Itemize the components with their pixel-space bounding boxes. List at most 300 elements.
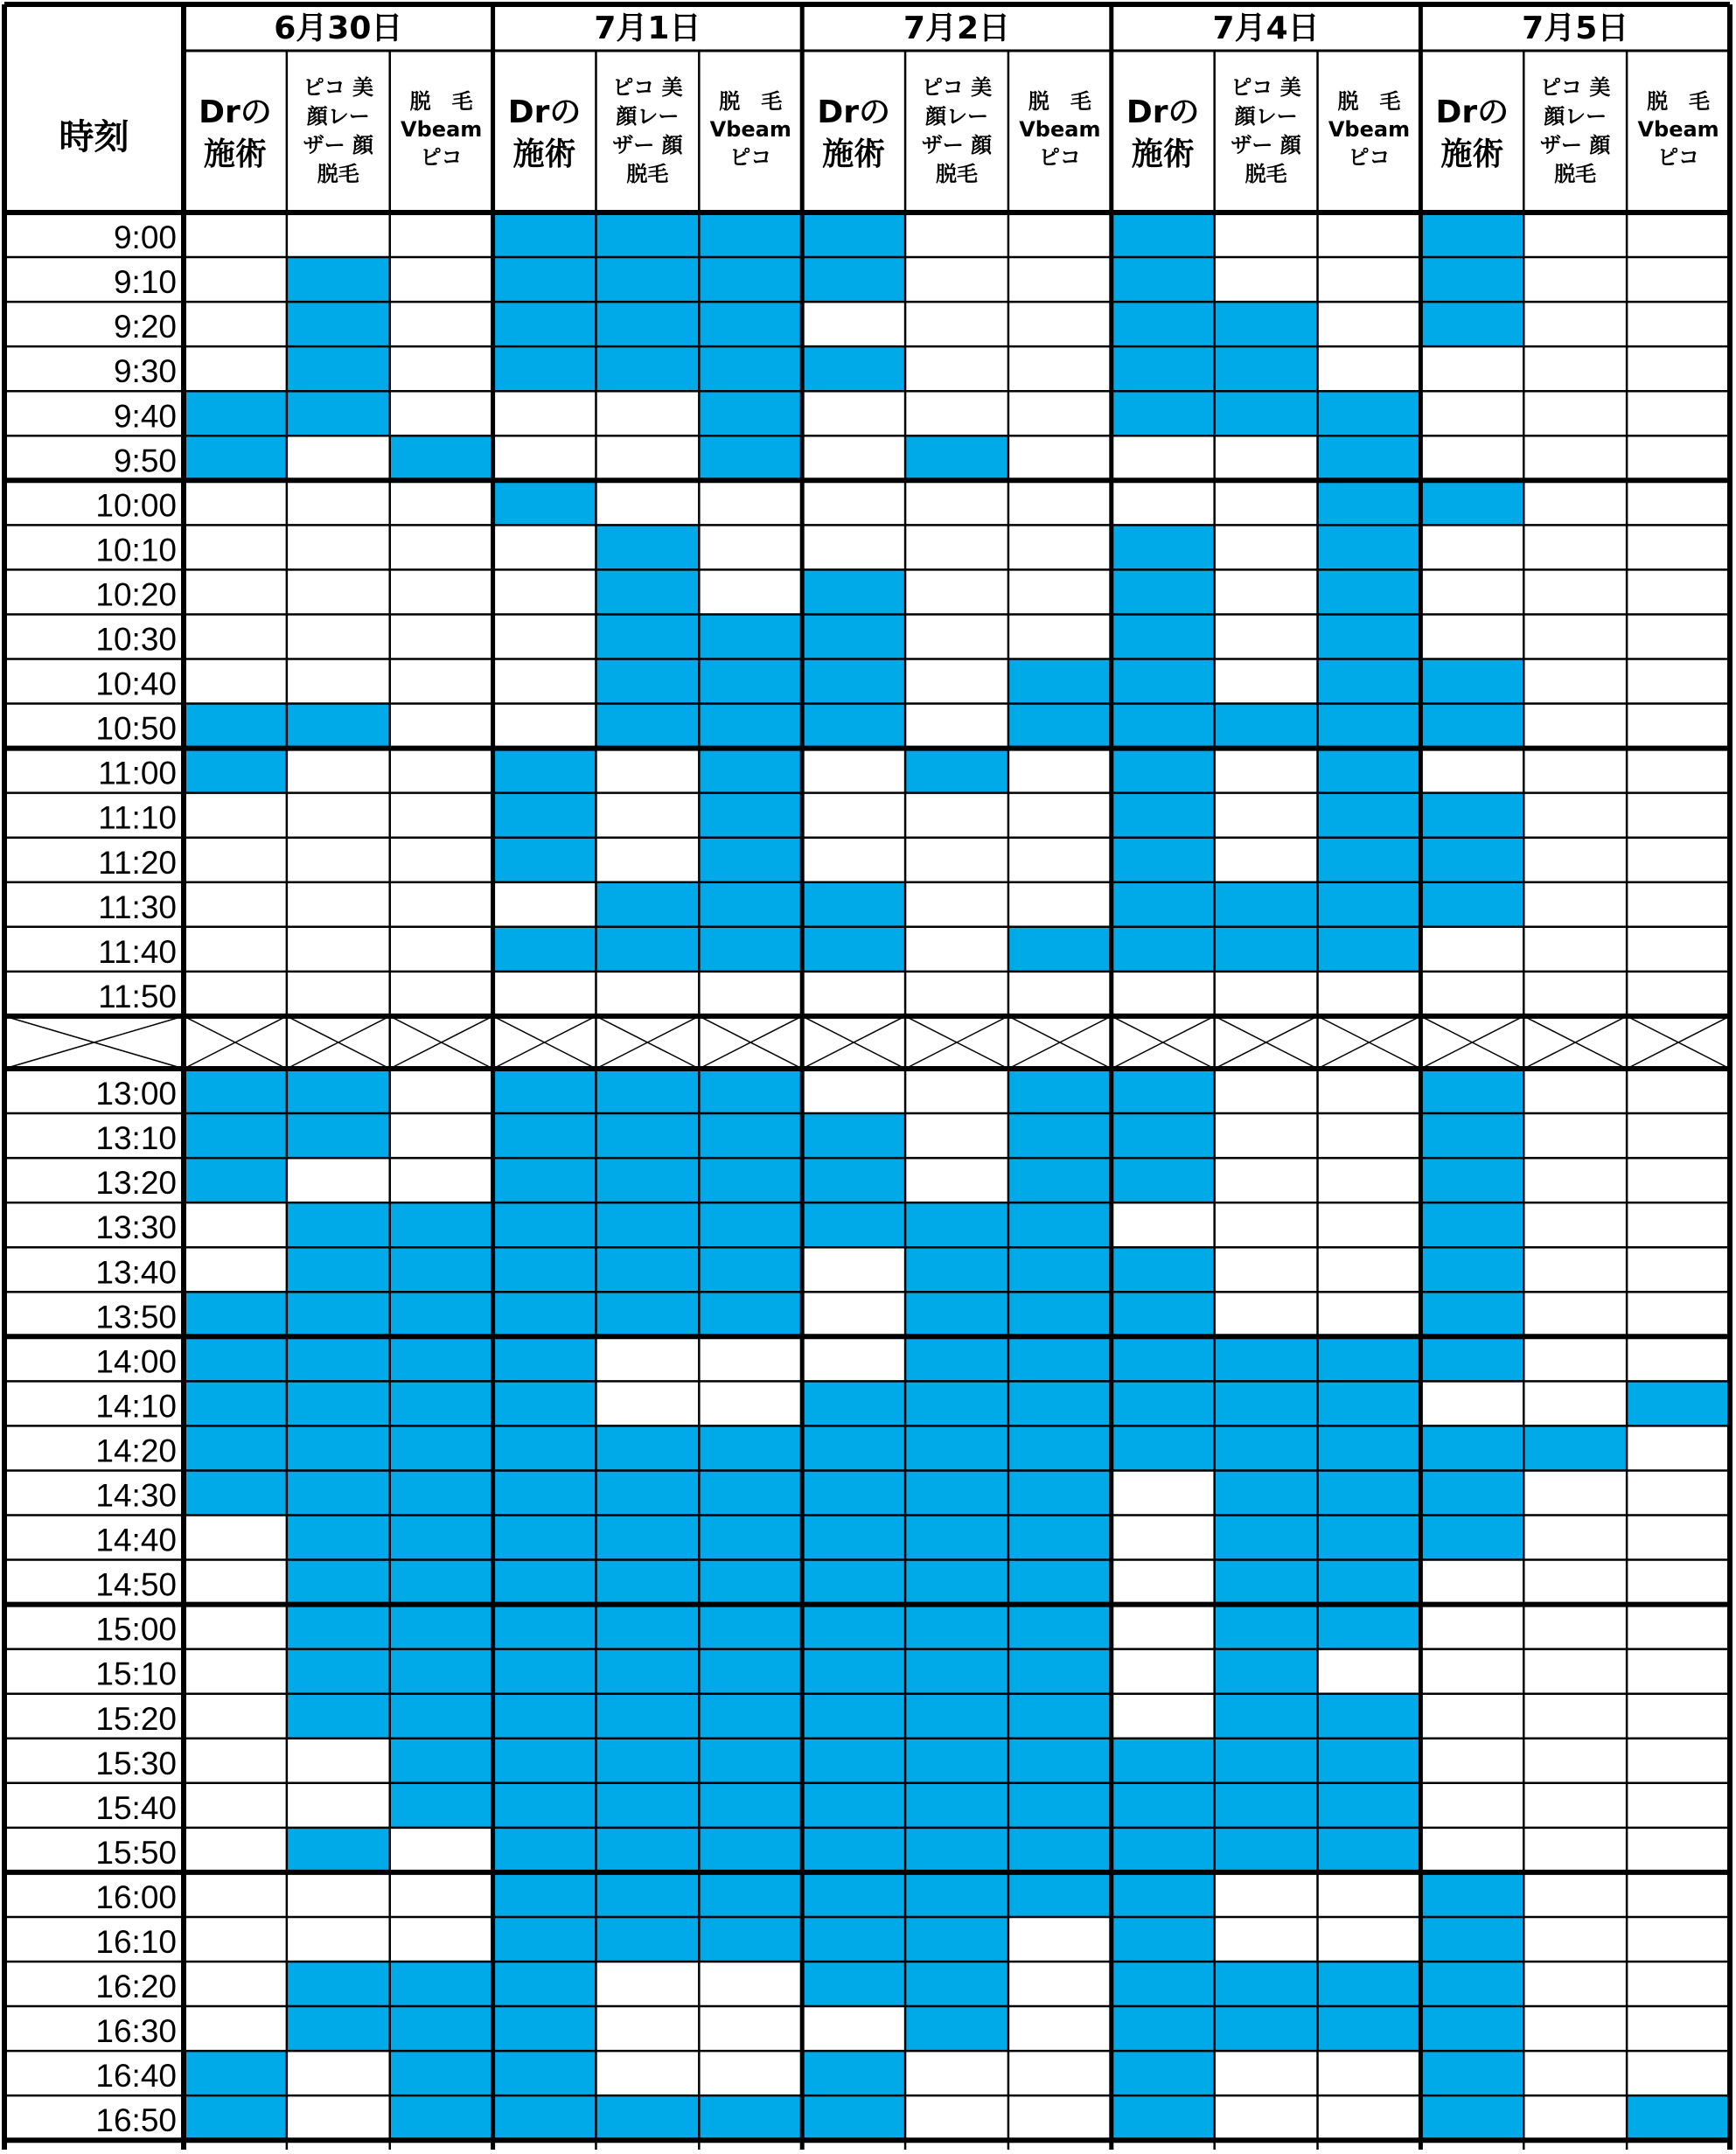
booked-cell[interactable] (1420, 1426, 1523, 1470)
booked-cell[interactable] (1112, 1426, 1215, 1470)
booked-cell[interactable] (1420, 1292, 1523, 1336)
booked-cell[interactable] (905, 1649, 1008, 1694)
booked-cell[interactable] (802, 213, 905, 257)
booked-cell[interactable] (1008, 1202, 1112, 1247)
booked-cell[interactable] (1008, 1739, 1112, 1783)
booked-cell[interactable] (699, 659, 802, 704)
booked-cell[interactable] (1420, 1917, 1523, 1962)
booked-cell[interactable] (1215, 1605, 1318, 1649)
booked-cell[interactable] (699, 2095, 802, 2140)
booked-cell[interactable] (699, 346, 802, 391)
booked-cell[interactable] (699, 1247, 802, 1292)
booked-cell[interactable] (493, 480, 596, 525)
booked-cell[interactable] (596, 1113, 699, 1158)
booked-cell[interactable] (287, 1113, 390, 1158)
booked-cell[interactable] (1215, 1739, 1318, 1783)
booked-cell[interactable] (1318, 1336, 1421, 1381)
booked-cell[interactable] (1420, 1247, 1523, 1292)
booked-cell[interactable] (596, 1605, 699, 1649)
booked-cell[interactable] (1420, 838, 1523, 882)
booked-cell[interactable] (699, 302, 802, 346)
booked-cell[interactable] (1008, 1381, 1112, 1426)
booked-cell[interactable] (493, 749, 596, 793)
booked-cell[interactable] (596, 213, 699, 257)
booked-cell[interactable] (287, 1247, 390, 1292)
booked-cell[interactable] (493, 1426, 596, 1470)
booked-cell[interactable] (390, 1783, 493, 1828)
booked-cell[interactable] (802, 569, 905, 614)
booked-cell[interactable] (699, 257, 802, 302)
booked-cell[interactable] (699, 1739, 802, 1783)
booked-cell[interactable] (493, 2006, 596, 2051)
booked-cell[interactable] (184, 2095, 287, 2140)
booked-cell[interactable] (1008, 1247, 1112, 1292)
booked-cell[interactable] (1420, 2006, 1523, 2051)
booked-cell[interactable] (493, 1694, 596, 1739)
booked-cell[interactable] (1215, 302, 1318, 346)
booked-cell[interactable] (802, 1872, 905, 1917)
booked-cell[interactable] (1318, 1828, 1421, 1872)
booked-cell[interactable] (802, 614, 905, 659)
booked-cell[interactable] (1112, 927, 1215, 972)
booked-cell[interactable] (699, 1426, 802, 1470)
booked-cell[interactable] (1318, 1426, 1421, 1470)
booked-cell[interactable] (905, 1247, 1008, 1292)
booked-cell[interactable] (493, 1605, 596, 1649)
booked-cell[interactable] (699, 1470, 802, 1515)
booked-cell[interactable] (699, 1872, 802, 1917)
booked-cell[interactable] (287, 1694, 390, 1739)
booked-cell[interactable] (287, 1292, 390, 1336)
booked-cell[interactable] (493, 1828, 596, 1872)
booked-cell[interactable] (596, 927, 699, 972)
booked-cell[interactable] (596, 1470, 699, 1515)
booked-cell[interactable] (596, 1292, 699, 1336)
booked-cell[interactable] (390, 1694, 493, 1739)
booked-cell[interactable] (1215, 704, 1318, 749)
booked-cell[interactable] (596, 1158, 699, 1202)
booked-cell[interactable] (699, 391, 802, 436)
booked-cell[interactable] (596, 525, 699, 569)
booked-cell[interactable] (493, 302, 596, 346)
booked-cell[interactable] (287, 1828, 390, 1872)
booked-cell[interactable] (596, 882, 699, 927)
booked-cell[interactable] (802, 1739, 905, 1783)
booked-cell[interactable] (1112, 838, 1215, 882)
booked-cell[interactable] (184, 749, 287, 793)
booked-cell[interactable] (699, 882, 802, 927)
booked-cell[interactable] (1420, 1516, 1523, 1560)
booked-cell[interactable] (699, 704, 802, 749)
booked-cell[interactable] (802, 1828, 905, 1872)
booked-cell[interactable] (905, 1962, 1008, 2006)
booked-cell[interactable] (1112, 302, 1215, 346)
booked-cell[interactable] (493, 1247, 596, 1292)
booked-cell[interactable] (287, 704, 390, 749)
booked-cell[interactable] (699, 1605, 802, 1649)
booked-cell[interactable] (1215, 2006, 1318, 2051)
booked-cell[interactable] (1318, 569, 1421, 614)
booked-cell[interactable] (390, 436, 493, 480)
booked-cell[interactable] (390, 1247, 493, 1292)
booked-cell[interactable] (1420, 1872, 1523, 1917)
booked-cell[interactable] (596, 704, 699, 749)
booked-cell[interactable] (905, 1470, 1008, 1515)
booked-cell[interactable] (390, 1560, 493, 1605)
booked-cell[interactable] (1420, 1113, 1523, 1158)
booked-cell[interactable] (905, 1828, 1008, 1872)
booked-cell[interactable] (1215, 1649, 1318, 1694)
booked-cell[interactable] (1215, 1381, 1318, 1426)
booked-cell[interactable] (905, 1694, 1008, 1739)
booked-cell[interactable] (1112, 1113, 1215, 1158)
booked-cell[interactable] (493, 1516, 596, 1560)
booked-cell[interactable] (493, 1739, 596, 1783)
booked-cell[interactable] (596, 2095, 699, 2140)
booked-cell[interactable] (1112, 1247, 1215, 1292)
booked-cell[interactable] (1008, 1560, 1112, 1605)
booked-cell[interactable] (699, 1113, 802, 1158)
booked-cell[interactable] (390, 1292, 493, 1336)
booked-cell[interactable] (802, 1381, 905, 1426)
booked-cell[interactable] (1112, 2095, 1215, 2140)
booked-cell[interactable] (1318, 391, 1421, 436)
booked-cell[interactable] (287, 1605, 390, 1649)
booked-cell[interactable] (493, 1783, 596, 1828)
booked-cell[interactable] (802, 704, 905, 749)
booked-cell[interactable] (1112, 1872, 1215, 1917)
booked-cell[interactable] (1318, 1605, 1421, 1649)
booked-cell[interactable] (287, 1560, 390, 1605)
booked-cell[interactable] (1420, 1069, 1523, 1113)
booked-cell[interactable] (493, 838, 596, 882)
booked-cell[interactable] (1627, 2095, 1730, 2140)
booked-cell[interactable] (390, 2095, 493, 2140)
booked-cell[interactable] (1215, 1828, 1318, 1872)
booked-cell[interactable] (699, 1560, 802, 1605)
booked-cell[interactable] (596, 1783, 699, 1828)
booked-cell[interactable] (802, 1605, 905, 1649)
booked-cell[interactable] (1318, 1739, 1421, 1783)
booked-cell[interactable] (184, 1292, 287, 1336)
booked-cell[interactable] (1112, 1381, 1215, 1426)
booked-cell[interactable] (1420, 1962, 1523, 2006)
booked-cell[interactable] (493, 1158, 596, 1202)
booked-cell[interactable] (1318, 749, 1421, 793)
booked-cell[interactable] (596, 659, 699, 704)
booked-cell[interactable] (1318, 793, 1421, 838)
booked-cell[interactable] (1008, 1336, 1112, 1381)
booked-cell[interactable] (1215, 1516, 1318, 1560)
booked-cell[interactable] (1318, 2006, 1421, 2051)
booked-cell[interactable] (390, 1739, 493, 1783)
booked-cell[interactable] (287, 302, 390, 346)
booked-cell[interactable] (493, 2095, 596, 2140)
booked-cell[interactable] (905, 1292, 1008, 1336)
booked-cell[interactable] (184, 704, 287, 749)
booked-cell[interactable] (905, 1872, 1008, 1917)
booked-cell[interactable] (1215, 1426, 1318, 1470)
booked-cell[interactable] (699, 1649, 802, 1694)
booked-cell[interactable] (287, 2006, 390, 2051)
booked-cell[interactable] (390, 1381, 493, 1426)
booked-cell[interactable] (699, 1828, 802, 1872)
booked-cell[interactable] (1318, 1962, 1421, 2006)
booked-cell[interactable] (596, 1694, 699, 1739)
booked-cell[interactable] (1112, 793, 1215, 838)
booked-cell[interactable] (493, 1202, 596, 1247)
booked-cell[interactable] (493, 1381, 596, 1426)
booked-cell[interactable] (287, 1426, 390, 1470)
booked-cell[interactable] (287, 1649, 390, 1694)
booked-cell[interactable] (1627, 1381, 1730, 1426)
booked-cell[interactable] (1318, 927, 1421, 972)
booked-cell[interactable] (1112, 1739, 1215, 1783)
booked-cell[interactable] (287, 1069, 390, 1113)
booked-cell[interactable] (699, 1694, 802, 1739)
booked-cell[interactable] (596, 1426, 699, 1470)
booked-cell[interactable] (1318, 1783, 1421, 1828)
booked-cell[interactable] (1420, 1158, 1523, 1202)
booked-cell[interactable] (802, 1962, 905, 2006)
booked-cell[interactable] (596, 257, 699, 302)
booked-cell[interactable] (802, 1470, 905, 1515)
booked-cell[interactable] (699, 614, 802, 659)
booked-cell[interactable] (1420, 257, 1523, 302)
booked-cell[interactable] (1008, 927, 1112, 972)
booked-cell[interactable] (1215, 346, 1318, 391)
booked-cell[interactable] (802, 2095, 905, 2140)
booked-cell[interactable] (184, 436, 287, 480)
booked-cell[interactable] (596, 1202, 699, 1247)
booked-cell[interactable] (1420, 659, 1523, 704)
booked-cell[interactable] (1215, 882, 1318, 927)
booked-cell[interactable] (1112, 2051, 1215, 2095)
booked-cell[interactable] (493, 1962, 596, 2006)
booked-cell[interactable] (493, 1113, 596, 1158)
booked-cell[interactable] (287, 346, 390, 391)
booked-cell[interactable] (905, 1560, 1008, 1605)
booked-cell[interactable] (1215, 1470, 1318, 1515)
booked-cell[interactable] (1215, 927, 1318, 972)
booked-cell[interactable] (390, 1649, 493, 1694)
booked-cell[interactable] (802, 2051, 905, 2095)
booked-cell[interactable] (596, 569, 699, 614)
booked-cell[interactable] (699, 1202, 802, 1247)
booked-cell[interactable] (699, 1292, 802, 1336)
booked-cell[interactable] (493, 1872, 596, 1917)
booked-cell[interactable] (699, 927, 802, 972)
booked-cell[interactable] (905, 1917, 1008, 1962)
booked-cell[interactable] (802, 346, 905, 391)
booked-cell[interactable] (699, 1158, 802, 1202)
booked-cell[interactable] (1008, 1694, 1112, 1739)
booked-cell[interactable] (287, 1470, 390, 1515)
booked-cell[interactable] (1112, 1292, 1215, 1336)
booked-cell[interactable] (1215, 1783, 1318, 1828)
booked-cell[interactable] (802, 659, 905, 704)
booked-cell[interactable] (1008, 1426, 1112, 1470)
booked-cell[interactable] (1420, 2051, 1523, 2095)
booked-cell[interactable] (1318, 436, 1421, 480)
booked-cell[interactable] (1215, 1560, 1318, 1605)
booked-cell[interactable] (1112, 391, 1215, 436)
booked-cell[interactable] (1215, 1962, 1318, 2006)
booked-cell[interactable] (1112, 346, 1215, 391)
booked-cell[interactable] (596, 302, 699, 346)
booked-cell[interactable] (596, 1649, 699, 1694)
booked-cell[interactable] (1420, 2095, 1523, 2140)
booked-cell[interactable] (596, 1247, 699, 1292)
booked-cell[interactable] (493, 1292, 596, 1336)
booked-cell[interactable] (1008, 1158, 1112, 1202)
booked-cell[interactable] (1420, 1202, 1523, 1247)
booked-cell[interactable] (802, 1917, 905, 1962)
booked-cell[interactable] (1318, 882, 1421, 927)
booked-cell[interactable] (1008, 1113, 1112, 1158)
booked-cell[interactable] (184, 1470, 287, 1515)
booked-cell[interactable] (493, 1069, 596, 1113)
booked-cell[interactable] (596, 614, 699, 659)
booked-cell[interactable] (1215, 1336, 1318, 1381)
booked-cell[interactable] (493, 346, 596, 391)
booked-cell[interactable] (1420, 213, 1523, 257)
booked-cell[interactable] (287, 257, 390, 302)
booked-cell[interactable] (699, 436, 802, 480)
booked-cell[interactable] (493, 1649, 596, 1694)
booked-cell[interactable] (1420, 704, 1523, 749)
booked-cell[interactable] (1318, 525, 1421, 569)
booked-cell[interactable] (905, 749, 1008, 793)
booked-cell[interactable] (802, 1694, 905, 1739)
booked-cell[interactable] (184, 1381, 287, 1426)
booked-cell[interactable] (1318, 480, 1421, 525)
booked-cell[interactable] (493, 1917, 596, 1962)
booked-cell[interactable] (493, 927, 596, 972)
booked-cell[interactable] (287, 1962, 390, 2006)
booked-cell[interactable] (802, 1426, 905, 1470)
booked-cell[interactable] (1112, 1917, 1215, 1962)
booked-cell[interactable] (287, 391, 390, 436)
booked-cell[interactable] (390, 1962, 493, 2006)
booked-cell[interactable] (1008, 1516, 1112, 1560)
booked-cell[interactable] (493, 2051, 596, 2095)
booked-cell[interactable] (802, 927, 905, 972)
booked-cell[interactable] (1318, 838, 1421, 882)
booked-cell[interactable] (1318, 1470, 1421, 1515)
booked-cell[interactable] (699, 838, 802, 882)
booked-cell[interactable] (699, 793, 802, 838)
booked-cell[interactable] (596, 1872, 699, 1917)
booked-cell[interactable] (1215, 391, 1318, 436)
booked-cell[interactable] (184, 1158, 287, 1202)
booked-cell[interactable] (1112, 882, 1215, 927)
booked-cell[interactable] (1112, 1783, 1215, 1828)
booked-cell[interactable] (596, 1069, 699, 1113)
booked-cell[interactable] (802, 1113, 905, 1158)
booked-cell[interactable] (1420, 882, 1523, 927)
booked-cell[interactable] (1112, 1336, 1215, 1381)
booked-cell[interactable] (287, 1516, 390, 1560)
booked-cell[interactable] (287, 1202, 390, 1247)
booked-cell[interactable] (1008, 1828, 1112, 1872)
booked-cell[interactable] (699, 1516, 802, 1560)
booked-cell[interactable] (1008, 1783, 1112, 1828)
booked-cell[interactable] (1008, 704, 1112, 749)
booked-cell[interactable] (493, 257, 596, 302)
booked-cell[interactable] (184, 1336, 287, 1381)
booked-cell[interactable] (596, 1739, 699, 1783)
booked-cell[interactable] (1008, 1470, 1112, 1515)
booked-cell[interactable] (1112, 525, 1215, 569)
booked-cell[interactable] (390, 1605, 493, 1649)
booked-cell[interactable] (1112, 659, 1215, 704)
booked-cell[interactable] (184, 1113, 287, 1158)
booked-cell[interactable] (390, 1516, 493, 1560)
booked-cell[interactable] (1008, 1872, 1112, 1917)
booked-cell[interactable] (905, 1605, 1008, 1649)
booked-cell[interactable] (905, 1202, 1008, 1247)
booked-cell[interactable] (1420, 1470, 1523, 1515)
booked-cell[interactable] (1008, 1292, 1112, 1336)
booked-cell[interactable] (905, 436, 1008, 480)
booked-cell[interactable] (802, 1560, 905, 1605)
booked-cell[interactable] (390, 1336, 493, 1381)
booked-cell[interactable] (493, 213, 596, 257)
booked-cell[interactable] (1420, 302, 1523, 346)
booked-cell[interactable] (802, 1202, 905, 1247)
booked-cell[interactable] (1112, 1069, 1215, 1113)
booked-cell[interactable] (1008, 659, 1112, 704)
booked-cell[interactable] (802, 1783, 905, 1828)
booked-cell[interactable] (493, 793, 596, 838)
booked-cell[interactable] (1318, 1560, 1421, 1605)
booked-cell[interactable] (1420, 480, 1523, 525)
booked-cell[interactable] (905, 2006, 1008, 2051)
booked-cell[interactable] (390, 1202, 493, 1247)
booked-cell[interactable] (802, 882, 905, 927)
booked-cell[interactable] (1112, 614, 1215, 659)
booked-cell[interactable] (699, 749, 802, 793)
booked-cell[interactable] (1112, 257, 1215, 302)
booked-cell[interactable] (287, 1336, 390, 1381)
booked-cell[interactable] (596, 1917, 699, 1962)
booked-cell[interactable] (905, 1783, 1008, 1828)
booked-cell[interactable] (390, 1426, 493, 1470)
booked-cell[interactable] (1420, 793, 1523, 838)
booked-cell[interactable] (1215, 1694, 1318, 1739)
booked-cell[interactable] (1008, 1649, 1112, 1694)
booked-cell[interactable] (802, 257, 905, 302)
booked-cell[interactable] (905, 1381, 1008, 1426)
booked-cell[interactable] (390, 2006, 493, 2051)
booked-cell[interactable] (596, 1560, 699, 1605)
booked-cell[interactable] (287, 1381, 390, 1426)
booked-cell[interactable] (905, 1336, 1008, 1381)
booked-cell[interactable] (184, 1069, 287, 1113)
booked-cell[interactable] (596, 1828, 699, 1872)
booked-cell[interactable] (390, 2051, 493, 2095)
booked-cell[interactable] (596, 1516, 699, 1560)
booked-cell[interactable] (1112, 569, 1215, 614)
booked-cell[interactable] (1318, 704, 1421, 749)
booked-cell[interactable] (493, 1470, 596, 1515)
booked-cell[interactable] (699, 213, 802, 257)
booked-cell[interactable] (184, 1426, 287, 1470)
booked-cell[interactable] (1112, 1962, 1215, 2006)
booked-cell[interactable] (1420, 1336, 1523, 1381)
booked-cell[interactable] (1318, 1694, 1421, 1739)
